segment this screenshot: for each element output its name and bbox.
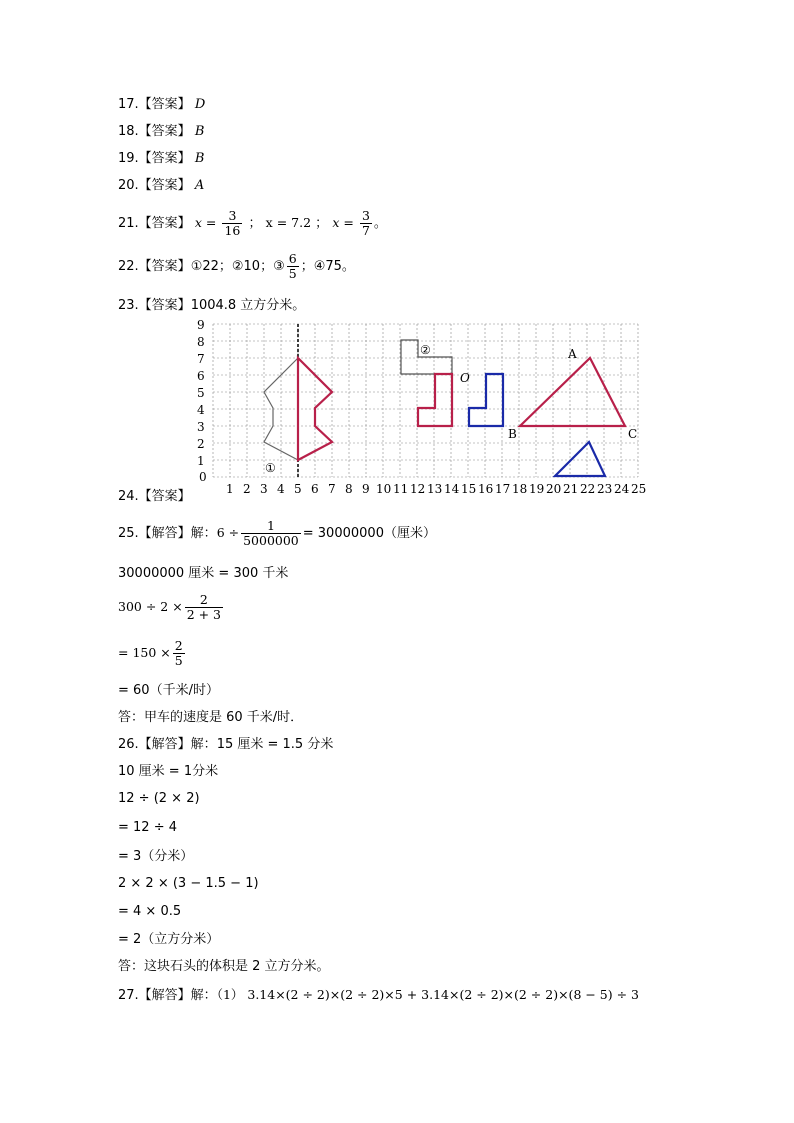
x-tick-label: 10: [376, 482, 392, 496]
x-tick-label: 9: [362, 482, 370, 496]
y-tick-label: 6: [197, 369, 205, 383]
y-tick-label: 7: [197, 352, 205, 366]
answer-23: 23.【答案】1004.8 立方分米。: [118, 298, 306, 313]
x-tick-label: 8: [345, 482, 353, 496]
y-tick-label: 1: [197, 454, 205, 468]
q26-line-7: = 4 × 0.5: [118, 904, 182, 919]
blue-small-triangle: [555, 442, 605, 476]
x-tick-label: 7: [328, 482, 336, 496]
x-tick-label: 13: [427, 482, 443, 496]
q25-line-4: = 150 × $\frac{2}{5}$: [118, 638, 183, 668]
q26-answer: 答：这块石头的体积是 2 立方分米。: [118, 959, 330, 974]
answer-22: 22.【答案】①22；②10；③ $\frac{6}{5}$ ；④75。: [118, 251, 355, 281]
answer-20: 20.【答案】 A: [118, 178, 205, 193]
y-tick-label: 8: [197, 335, 205, 349]
q26-line-2: 10 厘米 = 1分米: [118, 764, 219, 779]
x-tick-label: 3: [260, 482, 268, 496]
q26-line-8: = 2（立方分米）: [118, 932, 220, 947]
x-tick-label: 25: [631, 482, 647, 496]
x-tick-label: 24: [614, 482, 630, 496]
x-tick-label: 21: [563, 482, 579, 496]
q25-line-2: 30000000 厘米 = 300 千米: [118, 566, 289, 581]
x-tick-label: 20: [546, 482, 562, 496]
y-tick-label: 9: [197, 320, 205, 332]
x-tick-label: 19: [529, 482, 545, 496]
label-b: B: [508, 427, 517, 441]
y-tick-label: 5: [197, 386, 205, 400]
y-tick-label: 4: [197, 403, 205, 417]
answer-18: 18.【答案】 B: [118, 124, 205, 139]
q26-line-5: = 3（分米）: [118, 849, 194, 864]
answer-24: 24.【答案】: [118, 489, 191, 504]
label-a: A: [568, 347, 577, 361]
q27-line-1: 27.【解答】解：（1） 3.14×(2 ÷ 2)×(2 ÷ 2)×5 + 3.14×(2 ÷ 2)×(2 ÷ 2)×(8 − 5) ÷ 3: [118, 987, 640, 1003]
q25-line-3: 300 ÷ 2 × $\frac{2}{2 + 3}$: [118, 592, 222, 622]
x-tick-label: 18: [512, 482, 528, 496]
x-tick-label: 0: [199, 470, 207, 484]
answer-21: 21.【答案】 x = $\frac{3}{16}$ ； x = 7.2 ； x = $\frac{3}{7}$ 。: [118, 208, 387, 238]
answer-17: 17.【答案】 D: [118, 97, 206, 112]
label-circle-1: ①: [265, 461, 276, 475]
label-circle-2: ②: [420, 343, 431, 357]
coordinate-grid-figure: [192, 320, 652, 498]
q25-answer: 答：甲车的速度是 60 千米/时．: [118, 710, 304, 725]
q25-line-1: 25.【解答】解：6 ÷ $\frac{1}{5000000}$ = 30000000（厘米）: [118, 518, 436, 548]
x-tick-label: 4: [277, 482, 285, 496]
y-tick-label: 2: [197, 437, 205, 451]
answer-19: 19.【答案】 B: [118, 151, 205, 166]
y-axis-tick-labels: [197, 320, 205, 468]
x-tick-label: 15: [461, 482, 477, 496]
x-tick-label: 6: [311, 482, 319, 496]
x-tick-label: 12: [410, 482, 426, 496]
y-tick-label: 3: [197, 420, 205, 434]
q26-line-6: 2 × 2 × (3 − 1.5 − 1): [118, 876, 259, 891]
x-tick-label: 22: [580, 482, 596, 496]
q25-line-5: = 60（千米/时）: [118, 683, 219, 698]
x-tick-label: 17: [495, 482, 511, 496]
x-tick-label: 2: [243, 482, 251, 496]
x-tick-label: 16: [478, 482, 494, 496]
x-tick-label: 1: [226, 482, 234, 496]
q26-line-1: 26.【解答】解：15 厘米 = 1.5 分米: [118, 737, 334, 752]
x-tick-label: 14: [444, 482, 460, 496]
blue-l-shape: [469, 374, 503, 426]
x-tick-label: 23: [597, 482, 613, 496]
q26-line-3: 12 ÷ (2 × 2): [118, 791, 200, 806]
red-l-shape: [418, 374, 452, 426]
label-o: O: [460, 371, 470, 385]
label-c: C: [628, 427, 638, 441]
x-tick-label: 5: [294, 482, 302, 496]
q26-line-4: = 12 ÷ 4: [118, 820, 177, 835]
x-tick-label: 11: [393, 482, 409, 496]
